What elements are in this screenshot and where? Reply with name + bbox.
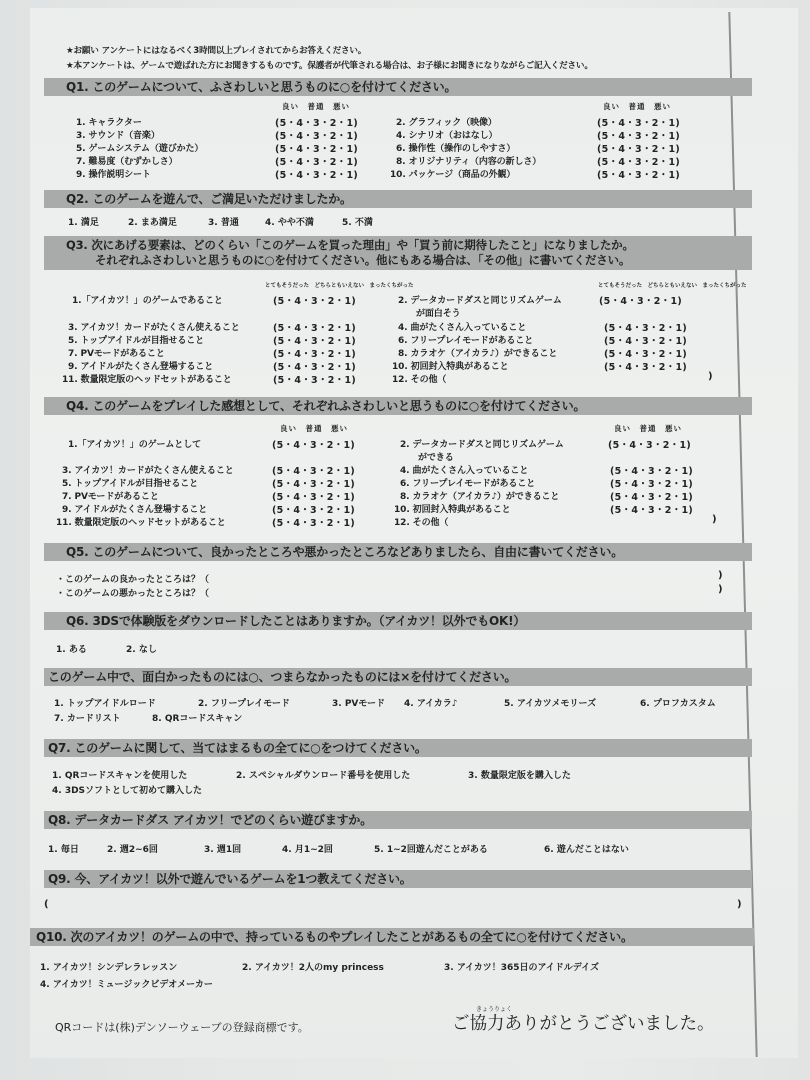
q3-other-close-paren: ) xyxy=(708,371,713,382)
q1-item-1: 1. キャラクター xyxy=(76,118,142,128)
q2-option-5[interactable]: 5. 不満 xyxy=(342,218,373,228)
q6-option-2[interactable]: 2. なし xyxy=(126,645,157,655)
q3-scale-8[interactable]: (5・4・3・2・1) xyxy=(604,349,688,360)
q4-scale-3[interactable]: (5・4・3・2・1) xyxy=(272,466,356,477)
q6b-option-5[interactable]: 5. アイカツメモリーズ xyxy=(504,699,597,709)
q2-title: Q2. このゲームを遊んで、ご満足いただけましたか。 xyxy=(44,190,752,208)
thanks-ruby: きょうりょく xyxy=(476,1006,513,1013)
q3-title-line-2: それぞれふさわしいと思うものに○を付けてください。他にもある場合は、「その他」に書いてください。 xyxy=(95,253,631,267)
q4-scale-header-left: 良い 普通 悪い xyxy=(280,424,348,433)
thanks-message: ご協力ありがとうございました。 xyxy=(452,1014,715,1034)
q1-scale-6[interactable]: (5・4・3・2・1) xyxy=(597,144,681,155)
q1-item-8: 8. オリジナリティ（内容の新しさ） xyxy=(396,157,542,167)
q2-option-4[interactable]: 4. やや不満 xyxy=(265,218,314,228)
q3-item-2: 2. データカードダスと同じリズムゲーム xyxy=(398,296,562,306)
q5-bad-points-field[interactable]: ・このゲームの悪かったところは？（ xyxy=(56,589,210,599)
q6b-option-8[interactable]: 8. QRコードスキャン xyxy=(152,714,243,724)
q10-title: Q10. 次のアイカツ！のゲームの中で、持っているものやプレイしたことがあるもの全てに○を付けてください。 xyxy=(30,928,754,946)
q2-option-1[interactable]: 1. 満足 xyxy=(68,218,99,228)
q3-scale-header-left: とてもそうだった どちらともいえない まったくちがった xyxy=(265,283,414,289)
q3-item-2-cont: が面白そう xyxy=(416,309,461,319)
q1-scale-4[interactable]: (5・4・3・2・1) xyxy=(597,131,681,142)
q4-scale-11[interactable]: (5・4・3・2・1) xyxy=(272,518,356,529)
q3-title-line-1: Q3. 次にあげる要素は、どのくらい「このゲームを買った理由」や「買う前に期待したこと」になりましたか。 xyxy=(66,238,634,252)
q1-item-3: 3. サウンド（音楽） xyxy=(76,131,160,141)
q6b-option-7[interactable]: 7. カードリスト xyxy=(54,714,121,724)
q3-item-8: 8. カラオケ（アイカラ♪）ができること xyxy=(398,349,558,359)
q6b-option-2[interactable]: 2. フリープレイモード xyxy=(198,699,290,709)
q3-item-10: 10. 初回封入特典があること xyxy=(392,362,509,372)
q1-item-4: 4. シナリオ（おはなし） xyxy=(396,131,498,141)
q6b-title: このゲーム中で、面白かったものには○、つまらなかったものには×を付けてください。 xyxy=(44,668,752,686)
q6b-option-3[interactable]: 3. PVモード xyxy=(332,699,386,709)
q9-open-paren: ( xyxy=(44,899,49,910)
q4-item-4: 4. 曲がたくさん入っていること xyxy=(400,466,529,476)
q3-item-5: 5. トップアイドルが目指せること xyxy=(68,336,205,346)
q1-scale-2[interactable]: (5・4・3・2・1) xyxy=(597,118,681,129)
q4-item-1: 1.「アイカツ！」のゲームとして xyxy=(68,440,202,450)
q1-scale-header-left: 良い 普通 悪い xyxy=(282,102,350,111)
q3-scale-11[interactable]: (5・4・3・2・1) xyxy=(273,375,357,386)
notice-line-2: ★本アンケートは、ゲームで遊ばれた方にお聞きするものです。保護者が代筆される場合は、お子様にお聞きになりながらご記入ください。 xyxy=(66,61,593,71)
q3-scale-9[interactable]: (5・4・3・2・1) xyxy=(273,362,357,373)
q3-item-11: 11. 数量限定版のヘッドセットがあること xyxy=(62,375,232,385)
q3-item-12[interactable]: 12. その他（ xyxy=(392,375,447,385)
q4-scale-4[interactable]: (5・4・3・2・1) xyxy=(610,466,694,477)
q1-title: Q1. このゲームについて、ふさわしいと思うものに○を付けてください。 xyxy=(44,78,752,96)
q9-answer-field[interactable] xyxy=(54,899,734,911)
trademark-note: QRコードは(株)デンソーウェーブの登録商標です。 xyxy=(55,1021,309,1034)
q1-scale-8[interactable]: (5・4・3・2・1) xyxy=(597,157,681,168)
q6b-option-1[interactable]: 1. トップアイドルロード xyxy=(54,699,156,709)
q7-option-1[interactable]: 1. QRコードスキャンを使用した xyxy=(52,771,188,781)
q3-scale-header-right: とてもそうだった どちらともいえない まったくちがった xyxy=(598,283,747,289)
q3-item-9: 9. アイドルがたくさん登場すること xyxy=(68,362,214,372)
q8-option-5[interactable]: 5. 1~2回遊んだことがある xyxy=(374,845,488,855)
q4-other-close-paren: ) xyxy=(712,514,717,525)
q10-option-1[interactable]: 1. アイカツ！シンデレラレッスン xyxy=(40,963,178,973)
q4-item-6: 6. フリープレイモードがあること xyxy=(400,479,536,489)
q3-title xyxy=(44,236,752,270)
q4-scale-9[interactable]: (5・4・3・2・1) xyxy=(272,505,356,516)
q1-item-5: 5. ゲームシステム（遊びかた） xyxy=(76,144,204,154)
q5-good-close-paren: ) xyxy=(718,570,723,581)
q8-option-1[interactable]: 1. 毎日 xyxy=(48,845,79,855)
notice-line-1: ★お願い アンケートにはなるべく3時間以上プレイされてからお答えください。 xyxy=(66,46,367,56)
q3-scale-2[interactable]: (5・4・3・2・1) xyxy=(599,296,683,307)
q2-option-2[interactable]: 2. まあ満足 xyxy=(128,218,177,228)
q1-scale-3[interactable]: (5・4・3・2・1) xyxy=(275,131,359,142)
q10-option-3[interactable]: 3. アイカツ！365日のアイドルデイズ xyxy=(444,963,599,973)
q4-scale-2[interactable]: (5・4・3・2・1) xyxy=(608,440,692,451)
q4-item-11: 11. 数量限定版のヘッドセットがあること xyxy=(56,518,226,528)
q4-scale-6[interactable]: (5・4・3・2・1) xyxy=(610,479,694,490)
q8-option-4[interactable]: 4. 月1~2回 xyxy=(282,845,333,855)
q4-item-2: 2. データカードダスと同じリズムゲーム xyxy=(400,440,564,450)
q3-item-3: 3. アイカツ！カードがたくさん使えること xyxy=(68,323,240,333)
q1-item-7: 7. 難易度（むずかしさ） xyxy=(76,157,178,167)
q4-item-8: 8. カラオケ（アイカラ♪）ができること xyxy=(400,492,560,502)
q3-item-4: 4. 曲がたくさん入っていること xyxy=(398,323,527,333)
q6b-option-4[interactable]: 4. アイカラ♪ xyxy=(404,699,458,709)
q1-scale-header-right: 良い 普通 悪い xyxy=(603,102,671,111)
q6-title: Q6. 3DSで体験版をダウンロードしたことはありますか。（アイカツ！以外でもOK!） xyxy=(44,612,752,630)
q6-option-1[interactable]: 1. ある xyxy=(56,645,87,655)
q7-option-4[interactable]: 4. 3DSソフトとして初めて購入した xyxy=(52,786,203,796)
q1-scale-1[interactable]: (5・4・3・2・1) xyxy=(275,118,359,129)
q9-close-paren: ) xyxy=(737,899,742,910)
q3-scale-1[interactable]: (5・4・3・2・1) xyxy=(273,296,357,307)
q3-item-1: 1.「アイカツ！」のゲームであること xyxy=(72,296,223,306)
q1-scale-7[interactable]: (5・4・3・2・1) xyxy=(275,157,359,168)
q8-option-6[interactable]: 6. 遊んだことはない xyxy=(544,845,629,855)
q4-item-10: 10. 初回封入特典があること xyxy=(394,505,511,515)
q3-scale-7[interactable]: (5・4・3・2・1) xyxy=(273,349,357,360)
q1-item-6: 6. 操作性（操作のしやすさ） xyxy=(396,144,516,154)
q1-item-9: 9. 操作説明シート xyxy=(76,170,151,180)
q3-scale-3[interactable]: (5・4・3・2・1) xyxy=(273,323,357,334)
q1-scale-5[interactable]: (5・4・3・2・1) xyxy=(275,144,359,155)
q1-item-2: 2. グラフィック（映像） xyxy=(396,118,497,128)
q5-good-points-field[interactable]: ・このゲームの良かったところは？（ xyxy=(56,575,210,585)
q3-item-7: 7. PVモードがあること xyxy=(68,349,165,359)
q6b-option-6[interactable]: 6. プロフカスタム xyxy=(640,699,716,709)
q1-scale-10[interactable]: (5・4・3・2・1) xyxy=(597,170,681,181)
q4-item-3: 3. アイカツ！カードがたくさん使えること xyxy=(62,466,234,476)
q1-scale-9[interactable]: (5・4・3・2・1) xyxy=(275,170,359,181)
q4-scale-header-right: 良い 普通 悪い xyxy=(614,424,682,433)
q4-item-2-cont: ができる xyxy=(418,453,454,463)
q3-item-6: 6. フリープレイモードがあること xyxy=(398,336,534,346)
q8-option-3[interactable]: 3. 週1回 xyxy=(204,845,242,855)
q4-scale-8[interactable]: (5・4・3・2・1) xyxy=(610,492,694,503)
q4-title: Q4. このゲームをプレイした感想として、それぞれふさわしいと思うものに○を付けてください。 xyxy=(44,397,752,415)
q3-scale-5[interactable]: (5・4・3・2・1) xyxy=(273,336,357,347)
q7-option-2[interactable]: 2. スペシャルダウンロード番号を使用した xyxy=(236,771,411,781)
q4-scale-7[interactable]: (5・4・3・2・1) xyxy=(272,492,356,503)
q4-item-9: 9. アイドルがたくさん登場すること xyxy=(62,505,208,515)
q4-item-5: 5. トップアイドルが目指せること xyxy=(62,479,199,489)
q4-item-12[interactable]: 12. その他（ xyxy=(394,518,449,528)
q8-option-2[interactable]: 2. 週2~6回 xyxy=(107,845,158,855)
q4-scale-10[interactable]: (5・4・3・2・1) xyxy=(610,505,694,516)
q3-scale-6[interactable]: (5・4・3・2・1) xyxy=(604,336,688,347)
q5-title: Q5. このゲームについて、良かったところや悪かったところなどありましたら、自由に書いてください。 xyxy=(44,543,752,561)
q2-option-3[interactable]: 3. 普通 xyxy=(208,218,239,228)
q4-scale-1[interactable]: (5・4・3・2・1) xyxy=(272,440,356,451)
q4-item-7: 7. PVモードがあること xyxy=(62,492,159,502)
q8-title: Q8. データカードダス アイカツ！でどのくらい遊びますか。 xyxy=(44,811,752,829)
q10-option-4[interactable]: 4. アイカツ！ミュージックビデオメーカー xyxy=(40,980,213,990)
q9-title: Q9. 今、アイカツ！以外で遊んでいるゲームを1つ教えてください。 xyxy=(44,870,752,888)
q1-item-10: 10. パッケージ（商品の外観） xyxy=(390,170,516,180)
q10-option-2[interactable]: 2. アイカツ！2人のmy princess xyxy=(242,963,384,973)
q7-title: Q7. このゲームに関して、当てはまるもの全てに○をつけてください。 xyxy=(44,739,752,757)
q4-scale-5[interactable]: (5・4・3・2・1) xyxy=(272,479,356,490)
q7-option-3[interactable]: 3. 数量限定版を購入した xyxy=(468,771,571,781)
q3-scale-4[interactable]: (5・4・3・2・1) xyxy=(604,323,688,334)
q5-bad-close-paren: ) xyxy=(718,584,723,595)
q3-scale-10[interactable]: (5・4・3・2・1) xyxy=(604,362,688,373)
